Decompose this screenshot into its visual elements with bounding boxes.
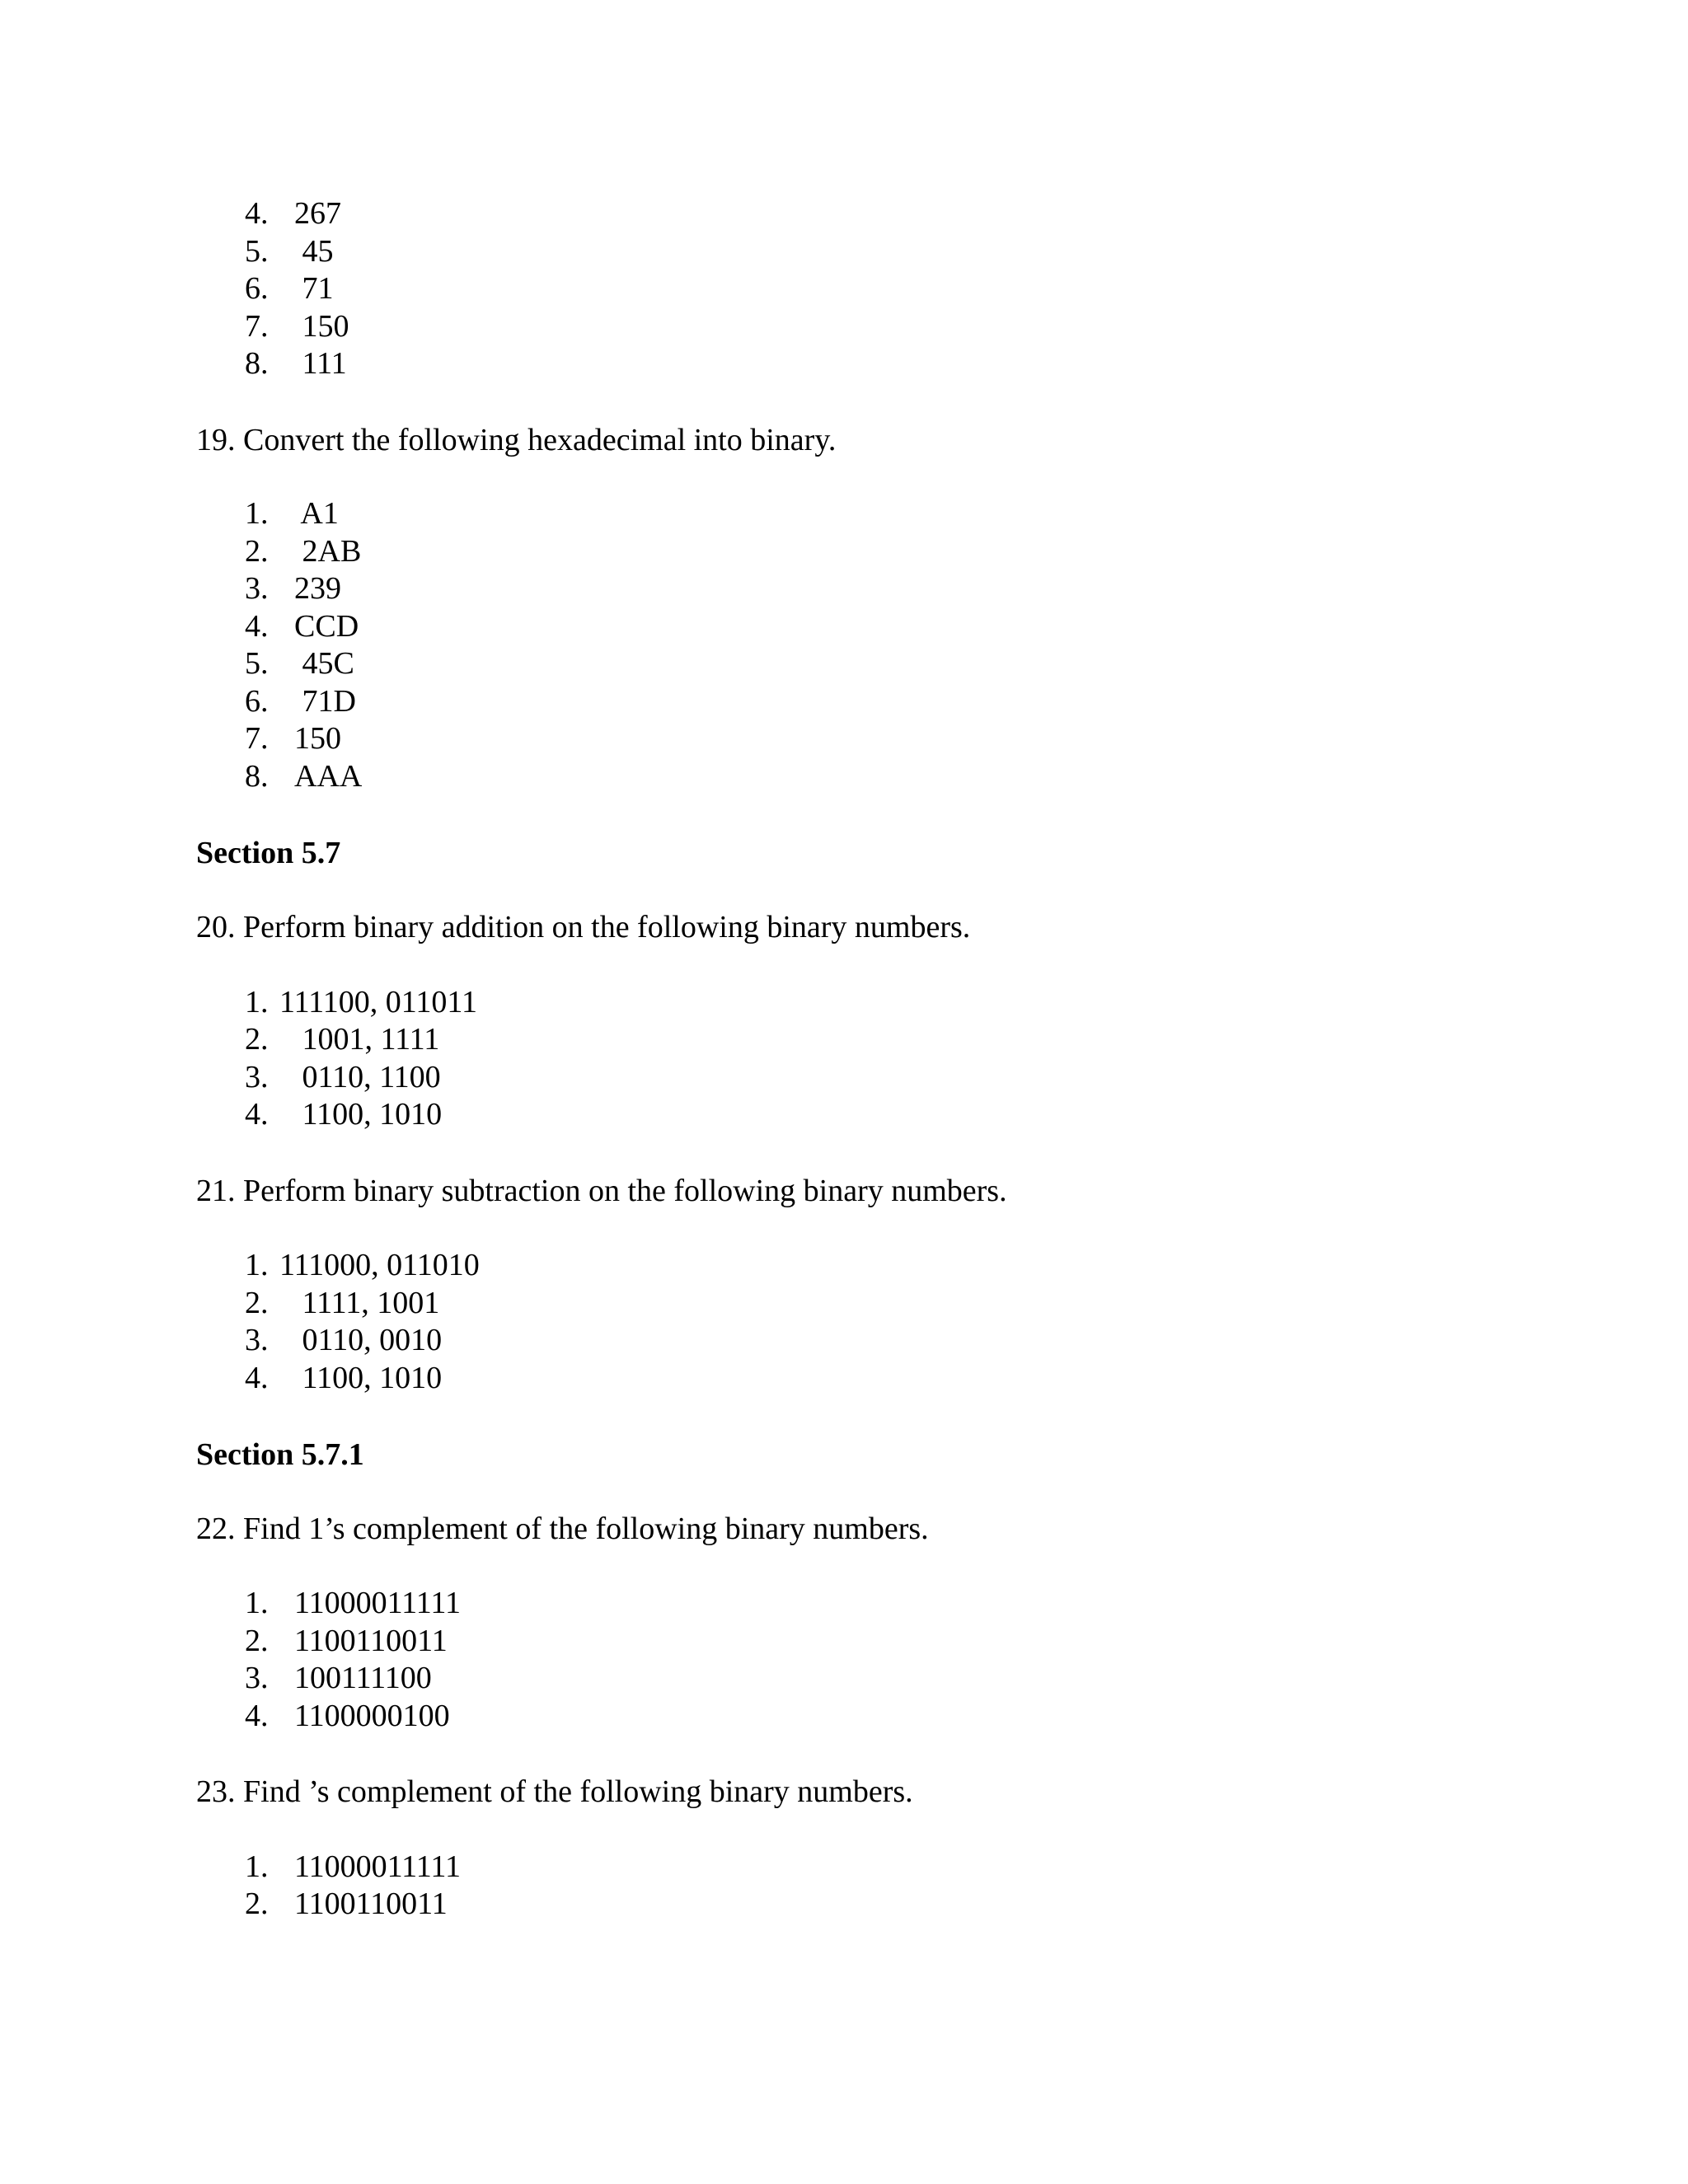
list-item: 1. 111000, 011010 bbox=[245, 1248, 480, 1282]
list-item: 1. 111100, 011011 bbox=[245, 985, 477, 1019]
list-item: 2. 1001, 1111 bbox=[245, 1022, 440, 1057]
list-item: 6. 71D bbox=[245, 684, 356, 719]
list-item: 2. 1100110011 bbox=[245, 1624, 448, 1658]
question-21: 21. Perform binary subtraction on the following binary numbers. bbox=[196, 1174, 1007, 1208]
question-22: 22. Find 1’s complement of the following binary numbers. bbox=[196, 1511, 929, 1546]
list-item: 2. 1100110011 bbox=[245, 1886, 448, 1921]
list-item: 4. 267 bbox=[245, 196, 341, 231]
list-item: 2. 1111, 1001 bbox=[245, 1286, 440, 1320]
list-item: 3. 100111100 bbox=[245, 1661, 432, 1695]
list-item: 7. 150 bbox=[245, 309, 349, 344]
list-item: 8. 111 bbox=[245, 346, 347, 381]
question-19: 19. Convert the following hexadecimal into binary. bbox=[196, 423, 837, 457]
list-item: 1. 11000011111 bbox=[245, 1849, 461, 1884]
list-item: 3. 0110, 0010 bbox=[245, 1323, 443, 1357]
question-20: 20. Perform binary addition on the following binary numbers. bbox=[196, 910, 971, 944]
list-item: 4. 1100, 1010 bbox=[245, 1097, 443, 1132]
list-item: 4. 1100, 1010 bbox=[245, 1361, 443, 1395]
list-item: 5. 45C bbox=[245, 646, 354, 681]
list-item: 5. 45 bbox=[245, 234, 334, 269]
list-item: 6. 71 bbox=[245, 271, 334, 306]
section-heading: Section 5.7.1 bbox=[196, 1437, 364, 1472]
list-item: 2. 2AB bbox=[245, 534, 362, 569]
list-item: 1. A1 bbox=[245, 496, 339, 531]
list-item: 4. 1100000100 bbox=[245, 1699, 450, 1733]
list-item: 8. AAA bbox=[245, 759, 363, 794]
list-item: 4. CCD bbox=[245, 609, 359, 644]
list-item: 7. 150 bbox=[245, 721, 341, 756]
list-item: 3. 0110, 1100 bbox=[245, 1060, 441, 1094]
question-23: 23. Find ’s complement of the following binary numbers. bbox=[196, 1774, 913, 1809]
section-heading: Section 5.7 bbox=[196, 836, 341, 870]
list-item: 1. 11000011111 bbox=[245, 1586, 461, 1620]
list-item: 3. 239 bbox=[245, 571, 341, 606]
